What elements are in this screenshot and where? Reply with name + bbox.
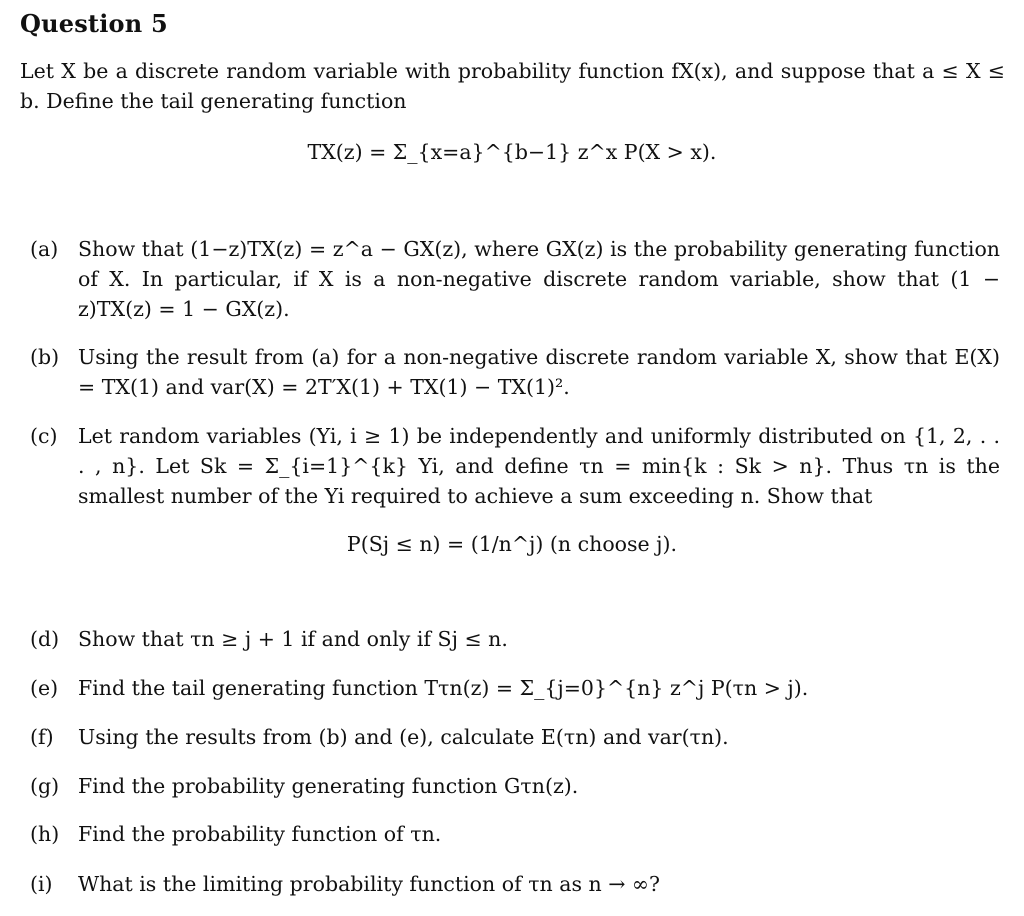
part-c [30, 421, 1000, 511]
part-i-label: (i) [30, 872, 53, 896]
part-f [30, 722, 1000, 752]
part-g-text: Find the probability generating function Gτn(z). [78, 774, 579, 798]
part-a-label: (a) [30, 237, 59, 261]
intro-paragraph: Let X be a discrete random variable with probability function fX(x), and suppose that a ≤ X ≤ b. Define the tail generating function [20, 59, 1005, 113]
part-h [30, 819, 1000, 849]
part-e-text: Find the tail generating function Tτn(z) = Σ_{j=0}^{n} z^j P(τn > j). [78, 676, 809, 700]
tail-generating-function-formula: TX(z) = Σ_{x=a}^{b−1} z^x P(X > x). [307, 140, 717, 164]
part-g [30, 771, 1000, 801]
part-e [30, 673, 1000, 703]
part-h-label: (h) [30, 822, 60, 846]
part-b-label: (b) [30, 345, 60, 369]
part-d [30, 624, 1000, 654]
part-a-text: Show that (1−z)TX(z) = z^a − GX(z), where GX(z) is the probability generating function of X. In particular, if X is a non-negative discrete random variable, show that (1 − z)TX(z) = 1 − GX(z). [78, 237, 1000, 321]
part-g-label: (g) [30, 774, 60, 798]
part-a [30, 234, 1000, 324]
part-b-text: Using the result from (a) for a non-negative discrete random variable X, show that E(X) = TX(1) and var(X) = 2T′X(1) + TX(1) − TX(1)². [78, 345, 1000, 399]
part-d-text: Show that τn ≥ j + 1 if and only if Sj ≤ n. [78, 627, 508, 651]
part-d-label: (d) [30, 627, 60, 651]
part-e-label: (e) [30, 676, 59, 700]
part-f-label: (f) [30, 725, 54, 749]
part-f-text: Using the results from (b) and (e), calculate E(τn) and var(τn). [78, 725, 729, 749]
part-c-label: (c) [30, 424, 58, 448]
part-b [30, 342, 1000, 402]
part-h-text: Find the probability function of τn. [78, 822, 442, 846]
part-c-text: Let random variables (Yi, i ≥ 1) be independently and uniformly distributed on {1, 2, . . . , n}. Let Sk = Σ_{i=1}^{k} Yi, and define τn = min{k : Sk > n}. Thus τn is the smallest number of the Yi required to achieve a sum exceeding n. Show that [78, 424, 1000, 508]
part-i [30, 869, 1000, 899]
sj-probability-formula: P(Sj ≤ n) = (1/n^j) (n choose j). [346, 532, 678, 556]
part-i-text: What is the limiting probability function of τn as n → ∞? [78, 872, 660, 896]
question-title: Question 5 [20, 9, 168, 38]
